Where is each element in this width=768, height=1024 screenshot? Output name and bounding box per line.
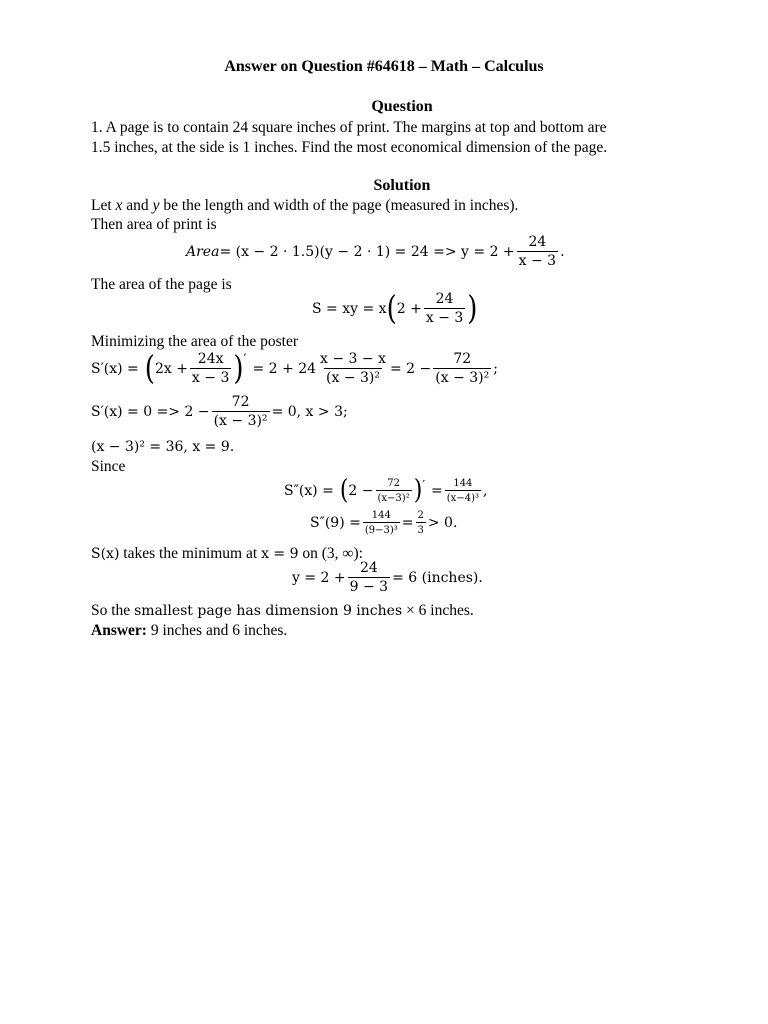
denominator: 3 (416, 522, 426, 536)
solution-heading: Solution (373, 177, 431, 194)
eq-text: 2 + (396, 301, 422, 318)
paren-close: ) (233, 350, 244, 389)
fraction (348, 561, 390, 596)
intro-text: and (122, 197, 153, 214)
fraction (433, 352, 491, 387)
numerator: 24 (528, 234, 547, 250)
fraction (445, 478, 481, 504)
paren-close: ) (467, 290, 478, 329)
area-page-line: The area of the page is (91, 276, 232, 293)
eq-text: S″(x) = (284, 483, 334, 499)
s-equation (312, 292, 477, 327)
eq-text: . (560, 244, 565, 261)
answer-line (91, 622, 287, 640)
question-heading: Question (371, 98, 433, 115)
eq-text: = (401, 515, 414, 531)
text: on (3, ∞): (302, 545, 363, 562)
paren-open: ( (339, 474, 349, 506)
numerator: 2 (417, 510, 424, 521)
numerator: 144 (453, 478, 473, 489)
fraction (212, 395, 270, 430)
since-line: Since (91, 458, 126, 475)
paren-open: ( (144, 350, 155, 389)
numerator: 24 (435, 291, 454, 307)
derivative-equation (91, 352, 498, 387)
var-y: y (152, 197, 160, 214)
conclusion-line (91, 602, 474, 620)
eq-text: x = 9 (261, 546, 299, 562)
eq-text: = 2 − (389, 361, 432, 378)
eq-text: (x − 3)² = 36, x = 9. (91, 439, 235, 455)
eq-text: > 0. (427, 515, 458, 531)
eq-text: S′(x) = (91, 361, 139, 378)
answer-text: 9 inches and 6 inches. (146, 622, 288, 639)
intro-text: Let (91, 197, 116, 214)
solution-intro (91, 197, 518, 215)
text: × 6 inches. (402, 602, 474, 619)
paren-open: ( (386, 290, 397, 329)
numerator: 24 (359, 560, 378, 576)
fraction (318, 352, 388, 387)
numerator: x − 3 − x (320, 351, 386, 367)
var-x: x (115, 197, 123, 214)
eq-text: S(x) (91, 546, 120, 562)
denominator: x − 3 (425, 310, 464, 327)
eq-text: = 2 + 24 (252, 361, 317, 378)
denominator: x − 3 (518, 253, 557, 270)
eq-text: 2x + (154, 361, 188, 378)
eq-text: = (x − 2 · 1.5)(y − 2 · 1) = 24 => y = 2 + (219, 244, 515, 261)
eq-text: ; (493, 361, 498, 378)
text: takes the minimum at (123, 545, 258, 562)
denominator: (x−4)³ (445, 490, 481, 504)
eq-text: S″(9) = (310, 515, 361, 531)
prime: ′ (422, 478, 426, 492)
eq-text: S′(x) = 0 => 2 − (91, 404, 210, 421)
numerator: 144 (371, 510, 391, 521)
question-line-1: 1. A page is to contain 24 square inches of print. The margins at top and bottom are (91, 119, 607, 136)
prime: ′ (243, 352, 247, 367)
second-derivative-at-9 (310, 510, 457, 536)
fraction (190, 352, 231, 387)
text-emphasis: smallest page has dimension 9 inches (134, 603, 403, 619)
page-title: Answer on Question #64618 – Math – Calculus (224, 58, 544, 75)
denominator: 9 − 3 (349, 579, 389, 596)
intro-text: be the length and width of the page (measured in inches). (159, 197, 519, 214)
fraction (363, 510, 400, 536)
numerator: 72 (387, 478, 400, 489)
paren-close: ) (413, 474, 423, 506)
denominator: (x−3)² (376, 490, 412, 504)
denominator: x − 3 (191, 370, 230, 387)
then-line: Then area of print is (91, 216, 217, 233)
eq-text: S = xy = x (312, 301, 387, 318)
fraction (376, 478, 412, 504)
eq-text: y = 2 + (292, 570, 346, 587)
denominator: (x − 3)² (326, 370, 380, 387)
denominator: (x − 3)² (213, 413, 268, 430)
area-equation (186, 235, 565, 270)
denominator: (x − 3)² (435, 370, 490, 387)
y-equation (292, 561, 483, 596)
eq-text: = 6 (inches). (392, 570, 483, 587)
eq-text: , (482, 483, 488, 499)
answer-label: Answer: (91, 622, 147, 639)
text: So the (91, 602, 135, 619)
fraction (424, 292, 465, 327)
denominator: (9−3)³ (363, 522, 400, 536)
numerator: 72 (231, 394, 250, 410)
eq-text: = (431, 483, 443, 499)
square-equation (91, 439, 234, 455)
question-line-2: 1.5 inches, at the side is 1 inches. Find the most economical dimension of the page. (91, 139, 608, 156)
eq-text: Area (186, 244, 220, 261)
fraction (517, 235, 558, 270)
numerator: 24x (197, 351, 224, 367)
minimizing-line: Minimizing the area of the poster (91, 333, 299, 350)
eq-text: 2 − (348, 483, 374, 499)
fraction (416, 510, 426, 536)
second-derivative-equation (284, 474, 488, 506)
numerator: 72 (453, 351, 472, 367)
zero-equation (91, 395, 348, 430)
eq-text: = 0, x > 3; (271, 404, 348, 421)
